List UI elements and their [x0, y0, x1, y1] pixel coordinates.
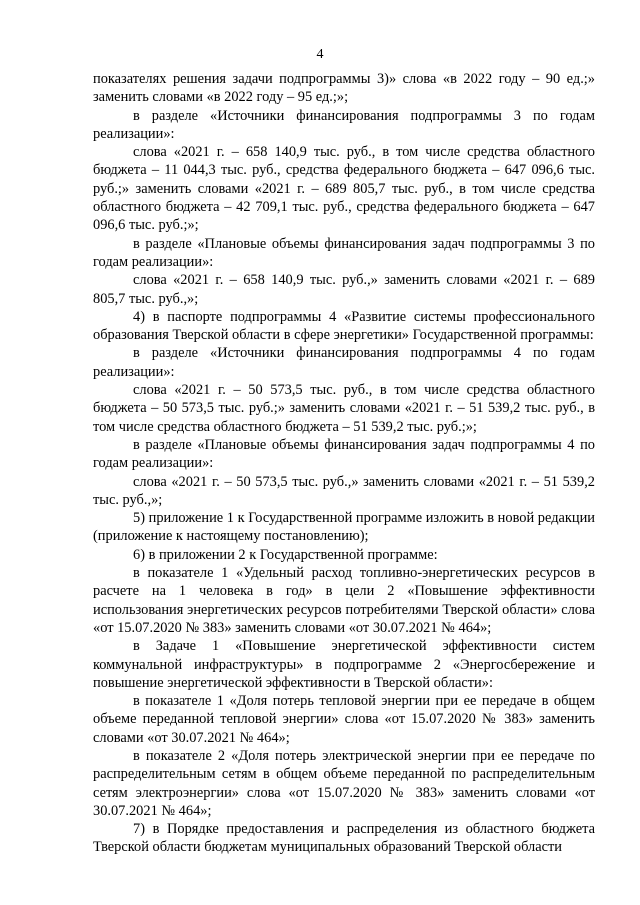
paragraph-7: в разделе «Источники финансирования подпрограммы 4 по годам реализации»:: [93, 345, 595, 380]
document-body: [93, 70, 595, 857]
paragraph-10: слова «2021 г. – 50 573,5 тыс. руб.,» заменить словами «2021 г. – 51 539,2 тыс. руб.,»;: [93, 473, 595, 508]
paragraph-16: в показателе 2 «Доля потерь электрической энергии при ее передаче по распределительным сетям в общем объеме переданной по распределительным сетям электроэнергии» слова «от 15.07.2020 № 383» заменить словами «от 30.07.2021 № 464»;: [93, 747, 595, 819]
paragraph-15: в показателе 1 «Доля потерь тепловой энергии при ее передаче в общем объеме переданной тепловой энергии» слова «от 15.07.2020 № 383» заменить словами «от 30.07.2021 № 464»;: [93, 693, 595, 746]
paragraph-3: слова «2021 г. – 658 140,9 тыс. руб., в том числе средства областного бюджета – 11 044,3 тыс. руб., средства федерального бюджета – 647 096,6 тыс. руб.;» заменить словами «2021 г. – 689 805,7 тыс. руб., в том числе средства областного бюджета – 42 709,1 тыс. руб., средства федерального бюджета – 647 096,6 тыс. руб.;»;: [93, 144, 595, 234]
paragraph-2: в разделе «Источники финансирования подпрограммы 3 по годам реализации»:: [93, 107, 595, 142]
paragraph-1: показателях решения задачи подпрограммы 3)» слова «в 2022 году – 90 ед.;» заменить словами «в 2022 году – 95 ед.;»;: [93, 71, 595, 106]
paragraph-13: в показателе 1 «Удельный расход топливно-энергетических ресурсов в расчете на 1 человека в год» в цели 2 «Повышение эффективности использования энергетических ресурсов потребителями Тверской области» слова «от 15.07.2020 № 383» заменить словами «от 30.07.2021 № 464»;: [93, 565, 595, 636]
paragraph-17: 7) в Порядке предоставления и распределения из областного бюджета Тверской области бюджетам муниципальных образований Тверской области: [93, 821, 595, 856]
paragraph-4: в разделе «Плановые объемы финансирования задач подпрограммы 3 по годам реализации»:: [93, 235, 595, 270]
page-number: 4: [316, 47, 324, 62]
paragraph-5: слова «2021 г. – 658 140,9 тыс. руб.,» заменить словами «2021 г. – 689 805,7 тыс. руб.,»;: [93, 272, 595, 307]
paragraph-9: в разделе «Плановые объемы финансирования задач подпрограммы 4 по годам реализации»:: [93, 436, 595, 472]
paragraph-11: 5) приложение 1 к Государственной программе изложить в новой редакции (приложение к настоящему постановлению);: [93, 510, 595, 545]
paragraph-6: 4) в паспорте подпрограммы 4 «Развитие системы профессионального образования Тверской области в сфере энергетики» Государственной программы:: [93, 308, 595, 344]
paragraph-8: слова «2021 г. – 50 573,5 тыс. руб., в том числе средства областного бюджета – 50 573,5 тыс. руб.;» заменить словами «2021 г. – 51 539,2 тыс. руб., в том числе средства областного бюджета – 51 539,2 тыс. руб.;»;: [93, 382, 595, 435]
paragraph-12: 6) в приложении 2 к Государственной программе:: [133, 546, 438, 563]
paragraph-14: в Задаче 1 «Повышение энергетической эффективности систем коммунальной инфраструктуры» в подпрограмме 2 «Энергосбережение и повышение энергетической эффективности в Тверской области»:: [93, 638, 595, 691]
